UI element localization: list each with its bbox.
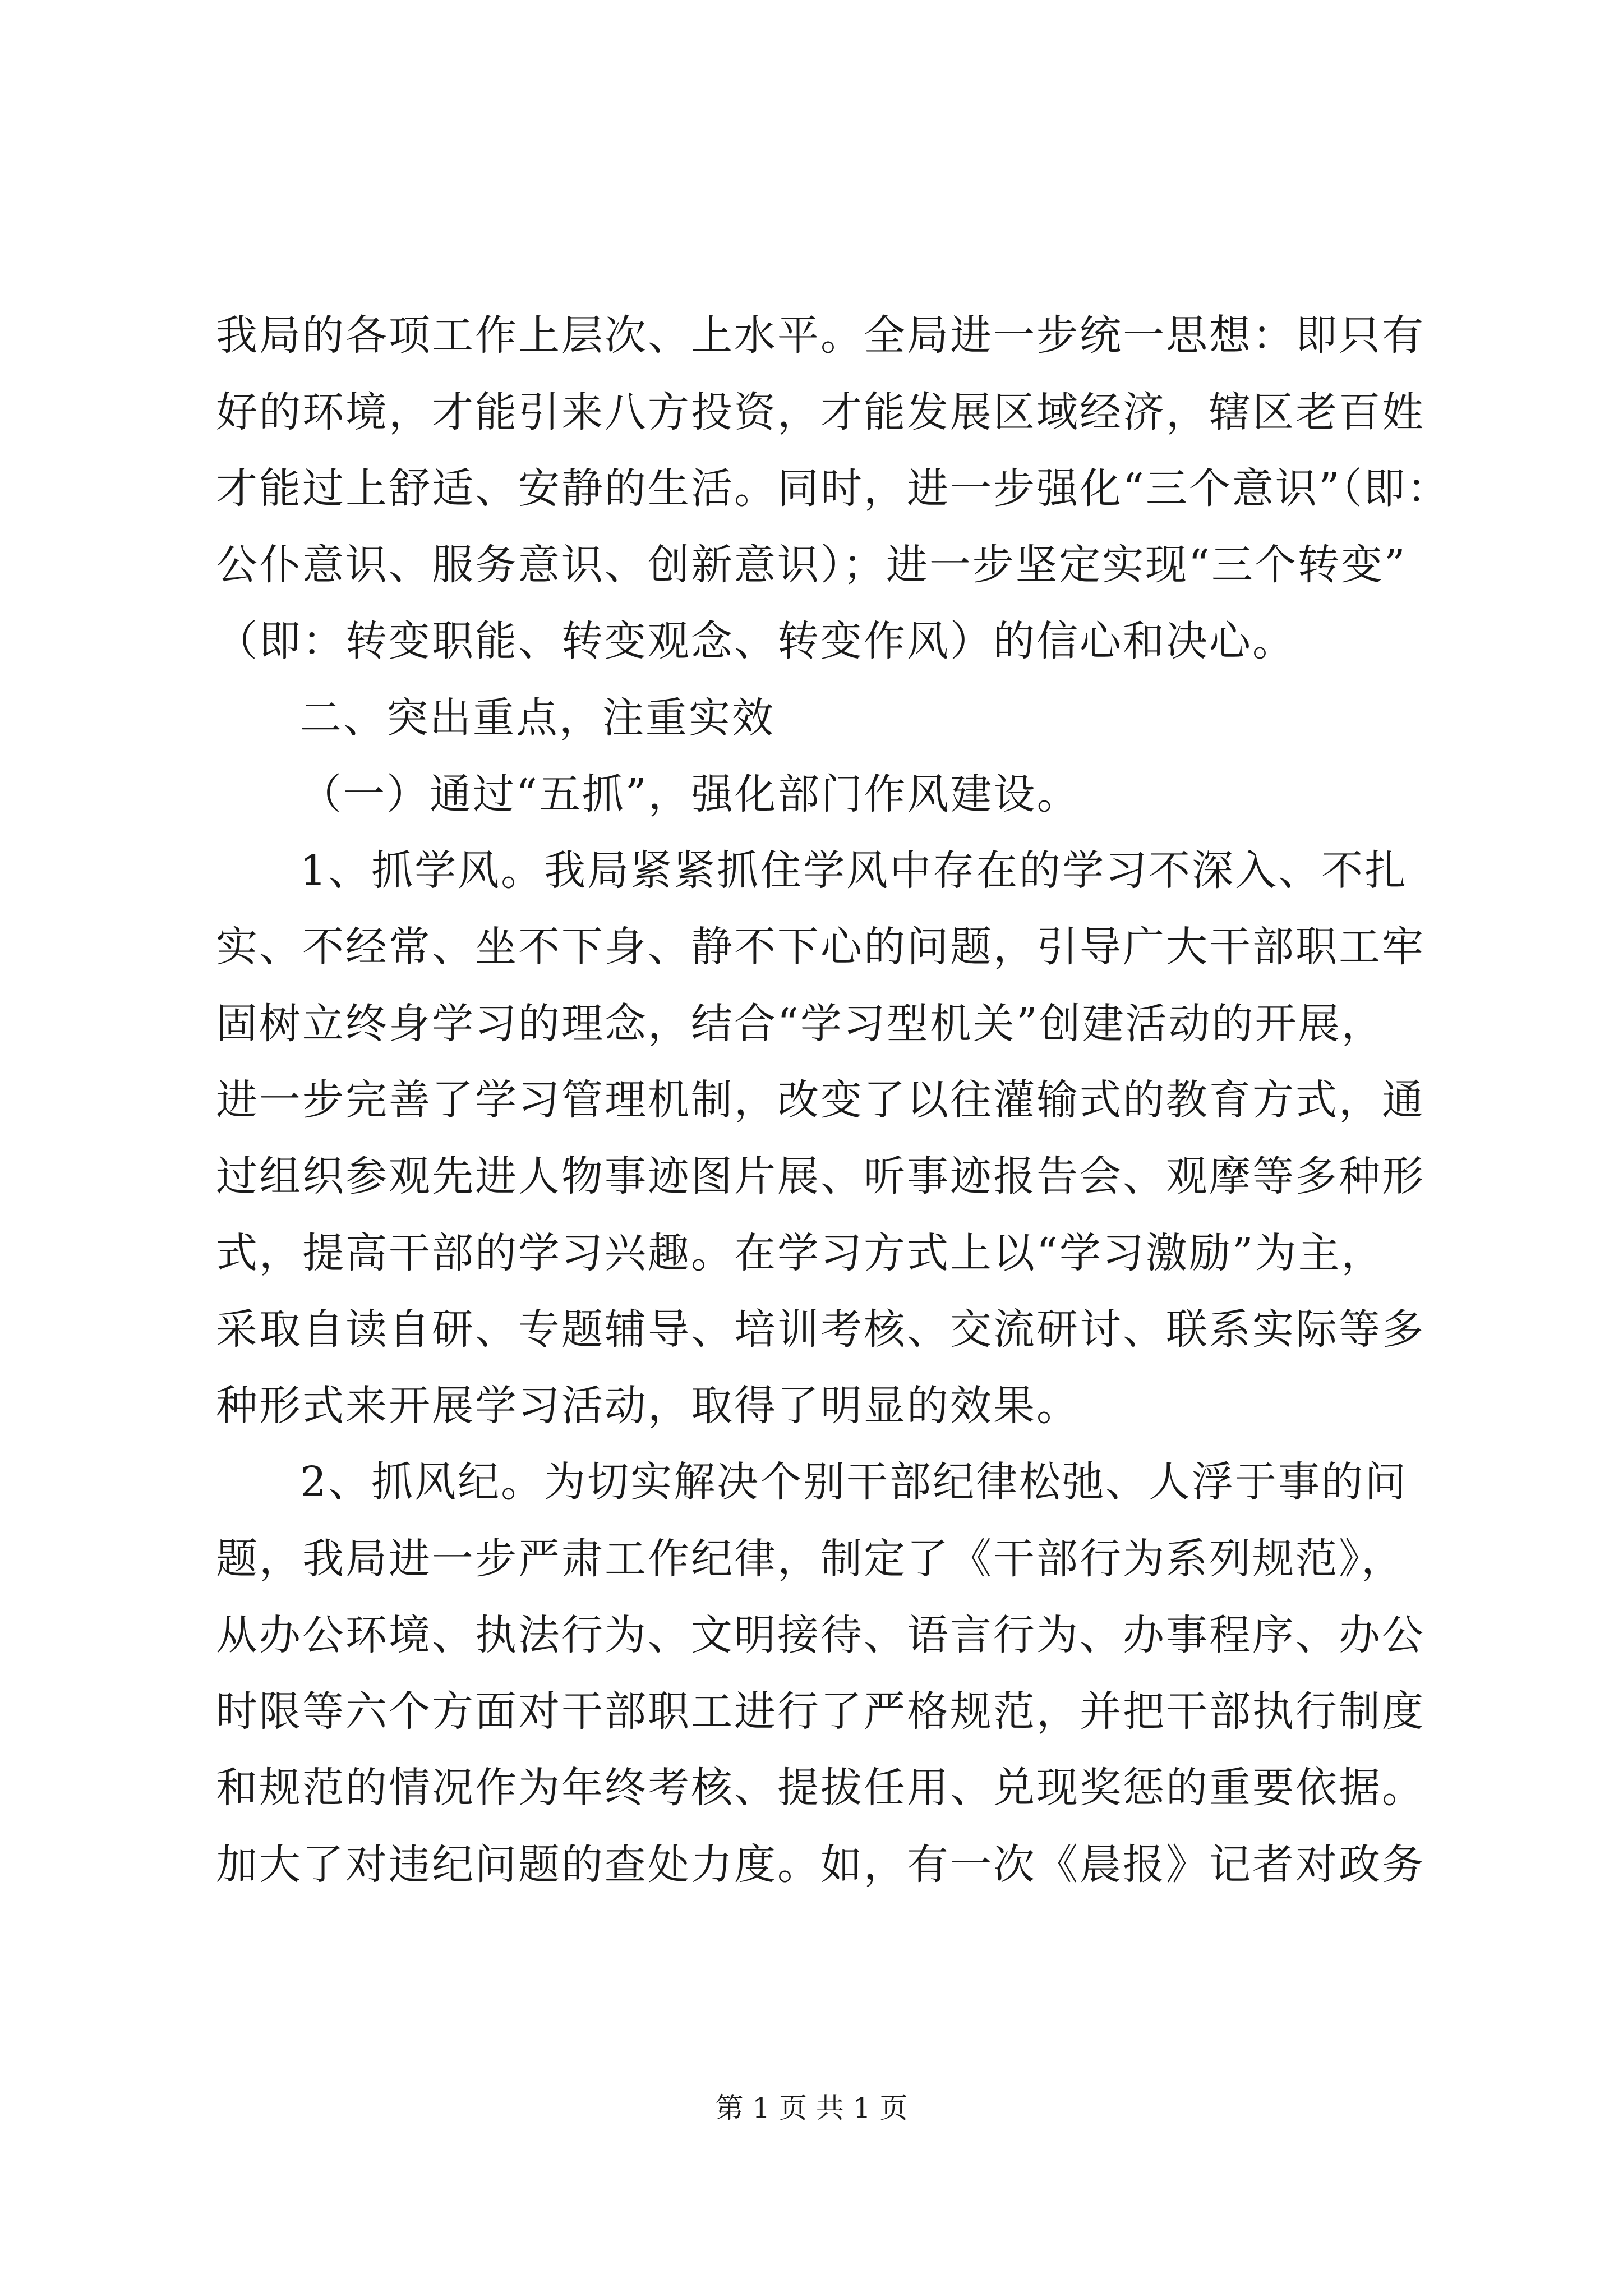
body-line: 进一步完善了学习管理机制，改变了以往灌输式的教育方式，通 xyxy=(216,1076,1425,1124)
body-line: 题，我局进一步严肃工作纪律，制定了《干部行为系列规范》， xyxy=(216,1535,1404,1583)
body-line: 实、不经常、坐不下身、静不下心的问题，引导广大干部职工牢 xyxy=(216,923,1425,971)
body-line: 采取自读自研、专题辅导、培训考核、交流研讨、联系实际等多 xyxy=(216,1305,1425,1354)
body-line: 和规范的情况作为年终考核、提拔任用、兑现奖惩的重要依据。 xyxy=(216,1764,1425,1812)
body-line: 好的环境，才能引来八方投资，才能发展区域经济，辖区老百姓 xyxy=(216,388,1425,436)
body-line: 2、抓风纪。为切实解决个别干部纪律松弛、人浮于事的问 xyxy=(300,1458,1408,1506)
section-heading: 二、突出重点，注重实效 xyxy=(300,694,775,742)
page-number-footer: 第 1 页 共 1 页 xyxy=(715,2092,908,2124)
body-line: 1、抓学风。我局紧紧抓住学风中存在的学习不深入、不扎 xyxy=(300,846,1408,895)
body-line: （即：转变职能、转变观念、转变作风）的信心和决心。 xyxy=(216,617,1295,665)
body-line: 才能过上舒适、安静的生活。同时，进一步强化“三个意识”（即： xyxy=(216,464,1450,513)
subsection-heading: （一）通过“五抓”，强化部门作风建设。 xyxy=(300,770,1080,818)
body-line: 公仆意识、服务意识、创新意识）；进一步坚定实现“三个转变” xyxy=(216,541,1407,589)
body-line: 种形式来开展学习活动，取得了明显的效果。 xyxy=(216,1382,1080,1430)
body-line: 式，提高干部的学习兴趣。在学习方式上以“学习激励”为主， xyxy=(216,1229,1385,1277)
body-line: 从办公环境、执法行为、文明接待、语言行为、办事程序、办公 xyxy=(216,1611,1425,1659)
body-line: 我局的各项工作上层次、上水平。全局进一步统一思想：即只有 xyxy=(216,311,1425,360)
body-line: 固树立终身学习的理念，结合“学习型机关”创建活动的开展， xyxy=(216,1000,1385,1048)
body-line: 时限等六个方面对干部职工进行了严格规范，并把干部执行制度 xyxy=(216,1687,1425,1736)
body-line: 加大了对违纪问题的查处力度。如，有一次《晨报》记者对政务 xyxy=(216,1841,1425,1889)
body-line: 过组织参观先进人物事迹图片展、听事迹报告会、观摩等多种形 xyxy=(216,1152,1425,1200)
